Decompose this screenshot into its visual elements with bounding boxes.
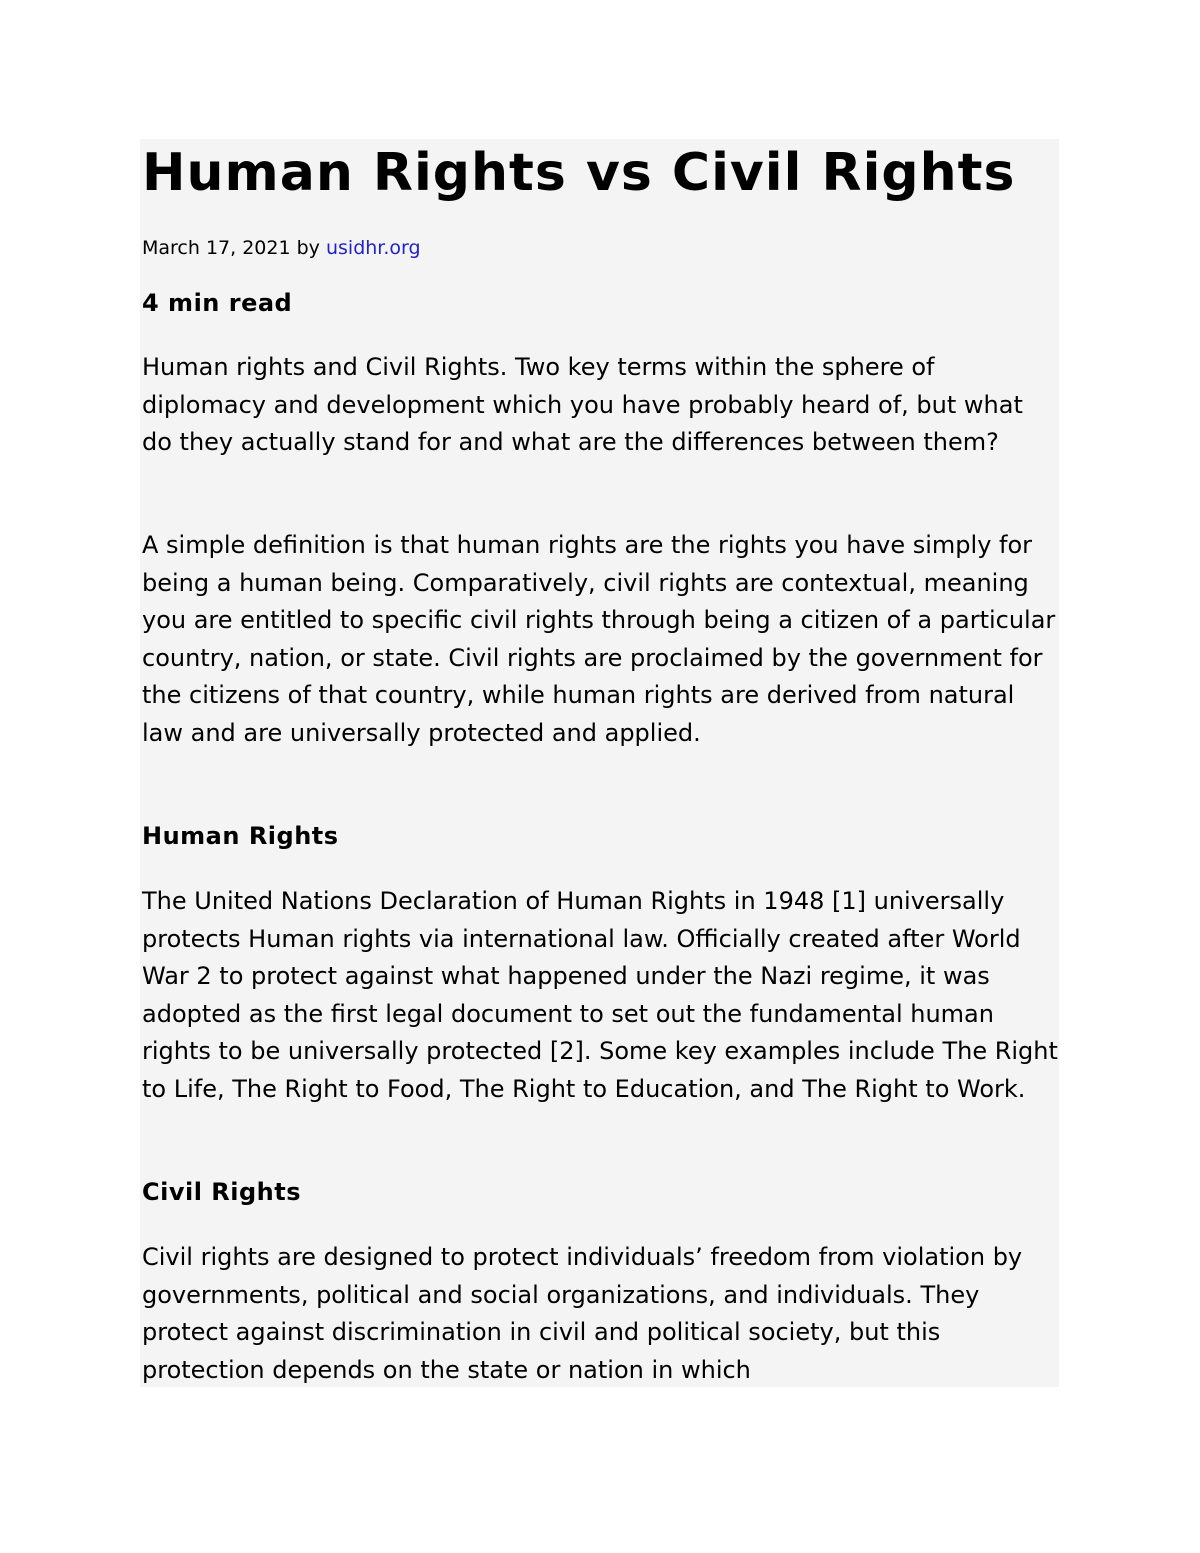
publish-date: March 17, 2021	[142, 237, 291, 259]
byline-by: by	[296, 237, 320, 259]
section-body-human-rights: The United Nations Declaration of Human Rights in 1948 [1] universally protects Human rights via international law. Officially created after World War 2 to protect against what happened under the Nazi regime, it was adopted as the first legal document to set out the fundamental human rights to be universally protected [2]. Some key examples include The Right to Life, The Right to Food, The Right to Education, and The Right to Work.	[142, 887, 1058, 1103]
intro-paragraph: Human rights and Civil Rights. Two key terms within the sphere of diplomacy and development which you have probably heard of, but what do they actually stand for and what are the differences between them?	[142, 353, 1023, 457]
definition-paragraph: A simple definition is that human rights are the rights you have simply for being a human being. Comparatively, civil rights are contextual, meaning you are entitled to specific civil rights through being a citizen of a particular country, nation, or state. Civil rights are proclaimed by the government for the citizens of that country, while human rights are derived from natural law and are universally protected and applied.	[142, 531, 1056, 747]
section-heading-civil-rights: Civil Rights	[142, 1178, 302, 1206]
read-time: 4 min read	[142, 289, 293, 317]
section-body-civil-rights: Civil rights are designed to protect individuals’ freedom from violation by governments, political and social organizations, and individuals. They protect against discrimination in civil and political society, but this protection depends on the state or nation in which	[142, 1243, 1023, 1384]
article-title: Human Rights vs Civil Rights	[142, 143, 1016, 203]
byline	[142, 235, 421, 261]
article-content	[140, 139, 1059, 1387]
section-heading-human-rights: Human Rights	[142, 822, 339, 850]
author-link[interactable]: usidhr.org	[325, 237, 421, 259]
